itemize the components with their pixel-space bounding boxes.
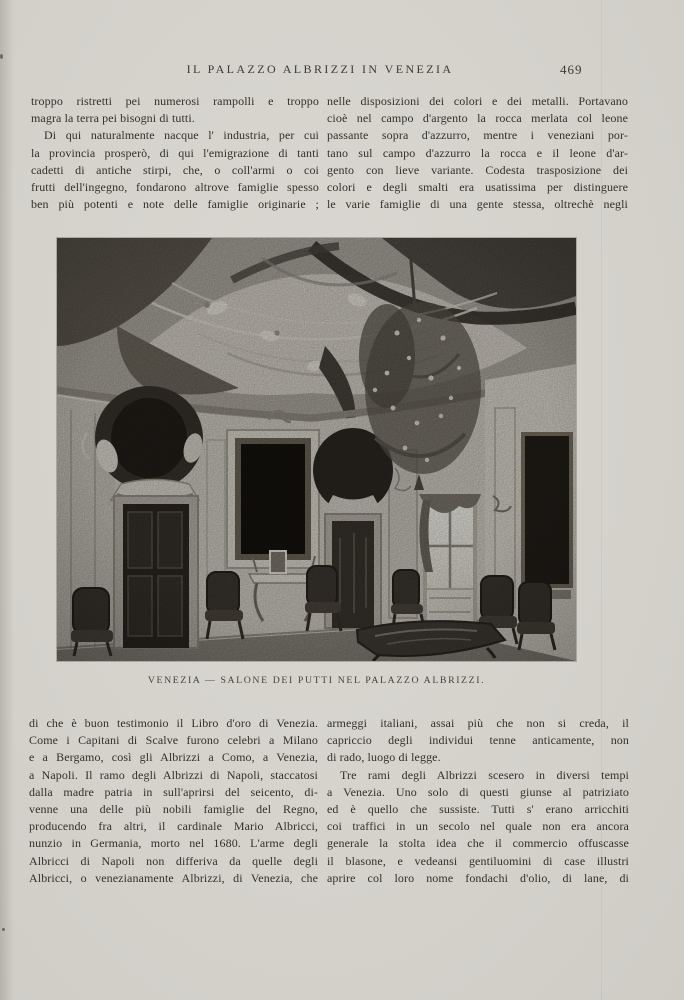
text-line: Albricci, o venezianamente Albrizzi, di Venezia, che <box>29 870 318 885</box>
text-line: Albricci di Napoli non differiva da quelle degli <box>29 853 318 868</box>
text-column-top-right <box>327 93 628 213</box>
text-line: la provincia prosperò, di qui l'emigrazione di tanti <box>31 145 319 160</box>
scan-artifact <box>0 54 3 59</box>
text-line: ed è quello che sussiste. Tutti s' erano arricchiti <box>327 801 629 816</box>
text-line: nunzio in Germania, morto nel 1680. L'arme degli <box>29 836 318 851</box>
text-line: il blasone, e vedeansi gentiluomini di case illustri <box>327 853 629 868</box>
text-line: venne una delle più nobili famiglie del Regno, <box>29 801 318 816</box>
text-column-bottom-left <box>29 715 318 887</box>
text-line: Di qui naturalmente nacque l' industria, per cui <box>44 128 319 143</box>
scan-artifact <box>2 928 5 931</box>
page-edge-shadow <box>0 0 14 1000</box>
text-line: producendo fra altri, il cardinale Mario Albricci, <box>29 819 318 834</box>
page-number: 469 <box>560 62 583 77</box>
text-line: di rado, luogo di legge. <box>327 750 441 765</box>
text-line: cioè nel campo d'argento la rocca merlata col leone <box>327 111 628 126</box>
salon-photograph <box>57 238 576 661</box>
text-line: frutti dell'ingegno, fondarono altrove famiglie spesso <box>31 179 319 194</box>
photo-vignette <box>57 238 576 661</box>
text-line: capriccio degli individui tenne anticamente, non <box>327 733 629 748</box>
text-line: generale la stolta idea che il commercio offuscasse <box>327 836 629 851</box>
text-line: nelle disposizioni dei colori e dei metalli. Portavano <box>327 94 628 108</box>
text-line: passante sopra d'azzurro, mentre i veneziani por- <box>327 128 628 143</box>
text-line: aprire col loro nome fondachi d'olio, di lane, di <box>327 870 629 885</box>
text-column-top-left <box>31 93 319 213</box>
text-line: armeggi italiani, assai più che non si creda, il <box>327 716 629 730</box>
text-line: a Napoli. Il ramo degli Albrizzi di Napoli, staccatosi <box>29 767 318 782</box>
running-header-title: IL PALAZZO ALBRIZZI IN VENEZIA <box>186 62 454 76</box>
text-line: Come i Capitani di Scalve furono celebri a Milano <box>29 733 318 748</box>
figure-caption: VENEZIA — SALONE DEI PUTTI NEL PALAZZO ALBRIZZI. <box>147 675 486 686</box>
text-line: coi traffici in un secolo nel quale non era ancora <box>327 819 629 834</box>
text-line: magra la terra pei bisogni di tutti. <box>31 111 195 126</box>
text-line: a Venezia. Uno solo di questi giunse al patriziato <box>327 784 629 799</box>
text-line: e a Bergamo, così gli Albrizzi a Como, a Venezia, <box>29 750 318 765</box>
text-line: gento con lieve variante. Codesta trasposizione dei <box>327 162 628 177</box>
text-line: di che è buon testimonio il Libro d'oro di Venezia. <box>29 716 318 730</box>
text-line: troppo ristretti pei numerosi rampolli e troppo <box>31 94 319 108</box>
text-column-bottom-right <box>327 715 629 887</box>
text-line: le varie famiglie di una gente stessa, oltrechè negli <box>327 197 628 212</box>
text-line: cadetti di antiche stirpi, che, o coll'armi o coi <box>31 162 319 177</box>
text-line: ben più potenti e note delle famiglie originarie ; <box>31 197 319 212</box>
text-line: dalla madre patria in sull'aprirsi del seicento, di- <box>29 784 318 799</box>
text-line: colori e degli smalti era usatissima per distinguere <box>327 179 628 194</box>
text-line: Tre rami degli Albrizzi scesero in diversi tempi <box>340 767 629 782</box>
text-line: tano sul campo d'azzurro la rocca e il leone d'ar- <box>327 145 628 160</box>
salon-photograph-drawing <box>57 238 576 661</box>
